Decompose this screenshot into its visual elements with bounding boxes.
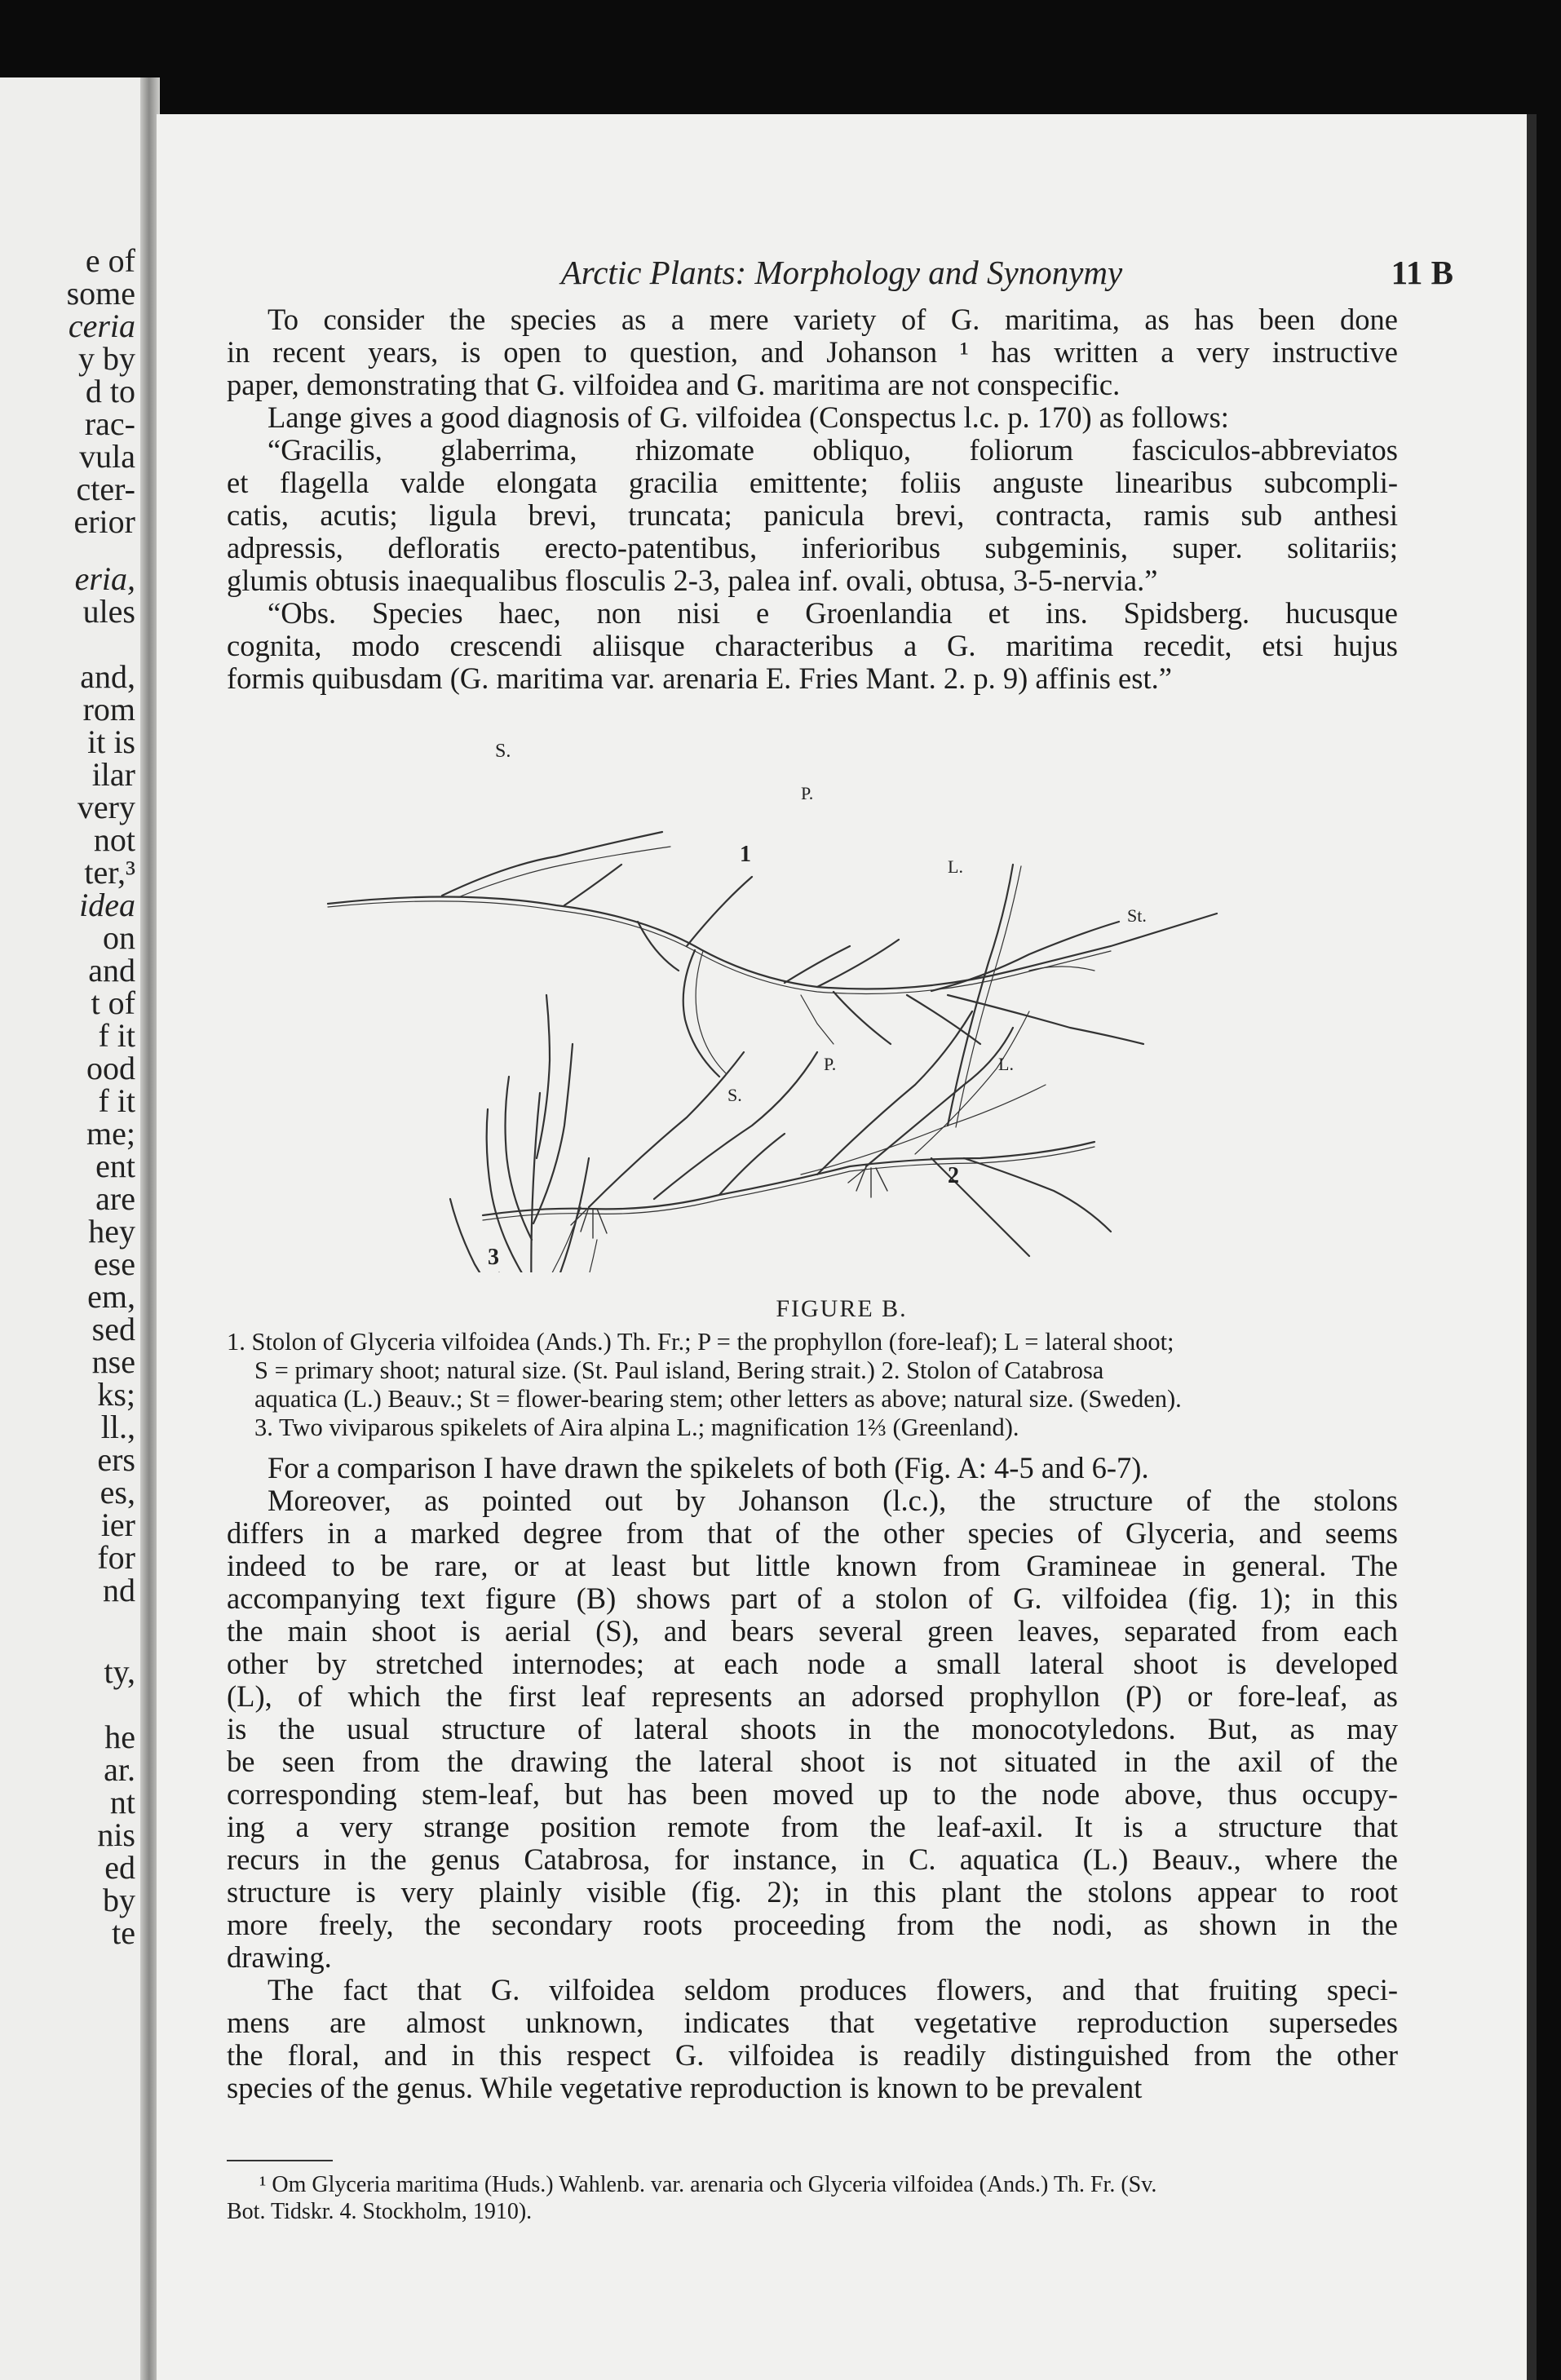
text-line: glumis obtusis inaequalibus flosculis 2-3, palea inf. ovali, obtusa, 3-5-nervia.” bbox=[227, 564, 1158, 597]
caption-line: aquatica (L.) Beauv.; St = flower-bearing stem; other letters as above; natural size. (Sweden). bbox=[254, 1385, 1182, 1413]
paragraph-latin-observation bbox=[227, 597, 1398, 695]
previous-page-fragment: and, bbox=[80, 658, 135, 695]
previous-page-fragment: rom bbox=[82, 691, 135, 728]
previous-page-fragment: ter,³ bbox=[84, 854, 135, 891]
previous-page-fragment: es, bbox=[99, 1474, 135, 1511]
text-line: corresponding stem-leaf, but has been moved up to the node above, thus occupy- bbox=[227, 1777, 1398, 1811]
text-line: species of the genus. While vegetative reproduction is known to be prevalent bbox=[227, 2071, 1143, 2104]
text-line: catis, acutis; ligula brevi, truncata; panicula brevi, contracta, ramis sub anthesi bbox=[227, 498, 1398, 532]
previous-page-fragment: ules bbox=[82, 593, 135, 630]
previous-page-fragment: f it bbox=[98, 1017, 135, 1054]
previous-page-fragment: me; bbox=[86, 1115, 135, 1152]
paragraph-intro bbox=[227, 303, 1398, 401]
text-line: mens are almost unknown, indicates that vegetative reproduction supersedes bbox=[227, 2006, 1398, 2039]
page bbox=[157, 114, 1527, 2380]
footnote-rule bbox=[227, 2160, 333, 2161]
previous-page-fragment: idea bbox=[79, 887, 135, 923]
previous-page-fragment: nt bbox=[109, 1784, 135, 1820]
previous-page-fragment: ed bbox=[104, 1849, 135, 1886]
text-line: cognita, modo crescendi aliisque characteribus a G. maritima recedit, etsi hujus bbox=[227, 629, 1398, 662]
previous-page-fragment: it is bbox=[87, 723, 135, 760]
paragraph-vegetative-reproduction bbox=[227, 1974, 1398, 2104]
page-number: 11 B bbox=[1391, 254, 1453, 291]
label-fig-3: 3 bbox=[488, 1245, 499, 1270]
page-edge-shadow bbox=[1527, 114, 1537, 2380]
paragraph-comparison bbox=[227, 1452, 1398, 1484]
text-line: ing a very strange position remote from the leaf-axil. It is a structure that bbox=[227, 1810, 1398, 1843]
text-line: The fact that G. vilfoidea seldom produces flowers, and that fruiting speci- bbox=[268, 1973, 1398, 2006]
footnote bbox=[227, 2171, 1398, 2225]
stolon-2-axis bbox=[483, 1142, 1094, 1215]
previous-page-fragment: some bbox=[66, 275, 135, 312]
text-line: et flagella valde elongata gracilia emittente; foliis anguste linearibus subcompli- bbox=[227, 466, 1398, 499]
text-line: formis quibusdam (G. maritima var. arenaria E. Fries Mant. 2. p. 9) affinis est.” bbox=[227, 661, 1172, 695]
text-line: For a comparison I have drawn the spikelets of both (Fig. A: 4-5 and 6-7). bbox=[268, 1451, 1149, 1484]
stolon-1-axis bbox=[328, 896, 1217, 989]
running-header: Arctic Plants: Morphology and Synonymy bbox=[560, 254, 1123, 291]
previous-page-fragment: ent bbox=[95, 1148, 135, 1184]
footnote-line: ¹ Om Glyceria maritima (Huds.) Wahlenb. var. arenaria och Glyceria vilfoidea (Ands.) Th. Fr. (Sv. bbox=[259, 2172, 1157, 2197]
previous-page-fragment: em, bbox=[87, 1278, 135, 1315]
text-line: adpressis, defloratis erecto-patentibus, inferioribus subgeminis, super. solitariis; bbox=[227, 531, 1398, 564]
figure-b-drawing bbox=[295, 701, 1355, 1272]
previous-page-fragment: and bbox=[88, 952, 135, 989]
previous-page-fragment: nd bbox=[103, 1572, 135, 1608]
previous-page-fragment: ers bbox=[97, 1441, 135, 1478]
previous-page-fragment: are bbox=[95, 1180, 135, 1217]
previous-page-fragment: eria, bbox=[74, 560, 135, 597]
label-l1: L. bbox=[948, 856, 963, 877]
spikelets-fig-3 bbox=[531, 1093, 540, 1272]
previous-page-fragment: erior bbox=[73, 503, 135, 540]
label-fig-2: 2 bbox=[948, 1163, 959, 1188]
text-line: Lange gives a good diagnosis of G. vilfoidea (Conspectus l.c. p. 170) as follows: bbox=[268, 400, 1229, 434]
label-fig-1: 1 bbox=[740, 842, 751, 867]
previous-page-fragment: not bbox=[93, 821, 135, 858]
previous-page-fragment: te bbox=[112, 1914, 135, 1951]
caption-line: S = primary shoot; natural size. (St. Paul island, Bering strait.) 2. Stolon of Catabrosa bbox=[254, 1356, 1104, 1384]
text-line: structure is very plainly visible (fig. 2); in this plant the stolons appear to root bbox=[227, 1875, 1398, 1909]
label-l2: L. bbox=[998, 1054, 1014, 1074]
previous-page-fragment: nse bbox=[91, 1343, 135, 1380]
text-line: differs in a marked degree from that of the other species of Glyceria, and seems bbox=[227, 1516, 1398, 1550]
previous-page-fragment: ese bbox=[93, 1245, 135, 1282]
previous-page-fragment: by bbox=[103, 1882, 135, 1918]
caption-line: 3. Two viviparous spikelets of Aira alpina L.; magnification 1⅔ (Greenland). bbox=[254, 1413, 1019, 1441]
previous-page-fragment: ceria bbox=[68, 307, 135, 344]
previous-page-fragment: on bbox=[103, 919, 135, 956]
previous-page-fragment: very bbox=[77, 789, 135, 825]
previous-page-fragment: d to bbox=[85, 373, 135, 409]
text-line: “Gracilis, glaberrima, rhizomate obliquo, foliorum fasciculos-abbreviatos bbox=[268, 433, 1398, 467]
previous-page-fragment: for bbox=[97, 1539, 135, 1576]
previous-page-fragment: ll., bbox=[100, 1409, 135, 1445]
previous-page-fragment: vula bbox=[79, 438, 135, 475]
previous-page-fragment: hey bbox=[88, 1213, 135, 1250]
previous-page-fragment: y by bbox=[78, 340, 135, 377]
previous-page-fragment: f it bbox=[98, 1082, 135, 1119]
previous-page-fragment: ier bbox=[100, 1506, 135, 1543]
label-p1: P. bbox=[801, 783, 814, 803]
text-line: indeed to be rare, or at least but little known from Gramineae in general. The bbox=[227, 1549, 1398, 1582]
previous-page-fragment: t of bbox=[91, 984, 135, 1021]
previous-page-fragment: cter- bbox=[76, 471, 135, 507]
text-line: drawing. bbox=[227, 1940, 332, 1974]
previous-page-strip bbox=[0, 77, 147, 2380]
previous-page-fragment: rac- bbox=[84, 405, 135, 442]
previous-page-fragment: ilar bbox=[91, 756, 135, 793]
text-line: “Obs. Species haec, non nisi e Groenlandia et ins. Spidsberg. hucusque bbox=[268, 596, 1398, 630]
text-line: the main shoot is aerial (S), and bears several green leaves, separated from each bbox=[227, 1614, 1398, 1648]
text-line: paper, demonstrating that G. vilfoidea and G. maritima are not conspecific. bbox=[227, 368, 1121, 401]
previous-page-fragment: nis bbox=[97, 1816, 135, 1853]
paragraph-lange bbox=[227, 401, 1398, 434]
text-line: To consider the species as a mere variety of G. maritima, as has been done bbox=[268, 303, 1398, 336]
previous-page-fragment: ty, bbox=[104, 1653, 135, 1690]
text-line: accompanying text figure (B) shows part of a stolon of G. vilfoidea (fig. 1); in this bbox=[227, 1582, 1398, 1615]
text-line: Moreover, as pointed out by Johanson (l.c.), the structure of the stolons bbox=[268, 1484, 1398, 1517]
footnote-line: Bot. Tidskr. 4. Stockholm, 1910). bbox=[227, 2199, 533, 2224]
text-line: the floral, and in this respect G. vilfoidea is readily distinguished from the other bbox=[227, 2038, 1398, 2072]
text-line: more freely, the secondary roots proceeding from the nodi, as shown in the bbox=[227, 1908, 1398, 1941]
text-line: in recent years, is open to question, and Johanson ¹ has written a very instructive bbox=[227, 335, 1398, 369]
text-line: recurs in the genus Catabrosa, for instance, in C. aquatica (L.) Beauv., where the bbox=[227, 1843, 1398, 1876]
text-line: be seen from the drawing the lateral shoot is not situated in the axil of the bbox=[227, 1745, 1398, 1778]
text-line: (L), of which the first leaf represents an adorsed prophyllon (P) or fore-leaf, as bbox=[227, 1679, 1398, 1713]
caption-line: 1. Stolon of Glyceria vilfoidea (Ands.) Th. Fr.; P = the prophyllon (fore-leaf); L = lateral shoot; bbox=[227, 1328, 1174, 1356]
previous-page-fragment: ks; bbox=[97, 1376, 135, 1413]
label-st: St. bbox=[1127, 905, 1147, 926]
label-s2: S. bbox=[727, 1085, 742, 1105]
label-p2: P. bbox=[824, 1054, 837, 1074]
previous-page-fragment: e of bbox=[85, 242, 135, 279]
figure-caption bbox=[227, 1328, 1398, 1442]
previous-page-fragment: he bbox=[104, 1719, 135, 1755]
previous-page-fragment: sed bbox=[91, 1311, 135, 1347]
text-line: is the usual structure of lateral shoots in the monocotyledons. But, as may bbox=[227, 1712, 1398, 1745]
text-line: other by stretched internodes; at each node a small lateral shoot is developed bbox=[227, 1647, 1398, 1680]
paragraph-stolon-structure bbox=[227, 1484, 1398, 1974]
previous-page-fragment: ood bbox=[86, 1050, 135, 1086]
previous-page-fragment: ar. bbox=[104, 1751, 135, 1788]
paragraph-latin-diagnosis bbox=[227, 434, 1398, 597]
figure-caption-title: FIGURE B. bbox=[776, 1295, 908, 1322]
label-s1: S. bbox=[495, 741, 511, 762]
